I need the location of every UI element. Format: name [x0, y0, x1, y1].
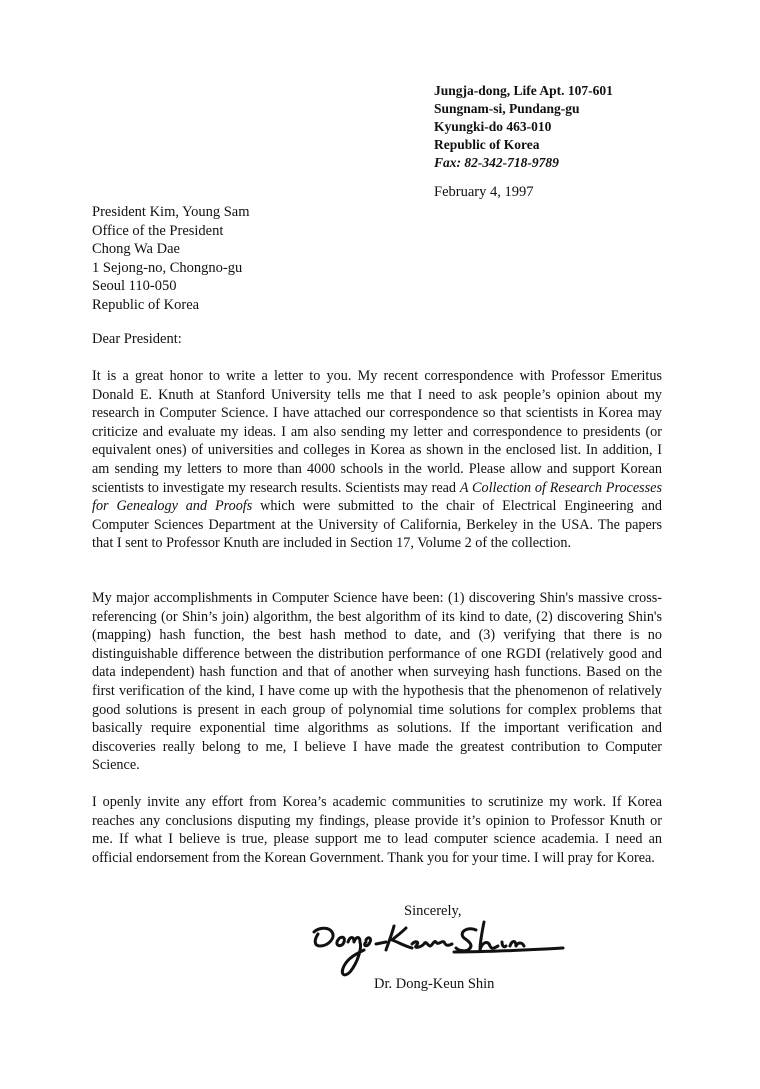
sender-address-line: Sungnam-si, Pundang-gu [434, 101, 580, 116]
recipient-address-line: President Kim, Young Sam [92, 204, 250, 220]
paragraph-text: It is a great honor to write a letter to you. My recent correspondence with Professor Emeritus Donald E. Knuth at Stanford University tells me that I need to ask people’s opinion about my research in Computer Science. I have attached our correspondence so that scientists in Korea may criticize and evaluate my ideas. I am also sending my letter and correspondence to presidents (or equivalent ones) of universities and colleges in Korea as shown in the enclosed list. In addition, I am sending my letters to more than 4000 schools in the world. Please allow and support Korean scientists to investigate my research results. Scientists may read [92, 368, 662, 496]
recipient-address-line: 1 Sejong-no, Chongno-gu [92, 259, 243, 276]
body-paragraph-3: I openly invite any effort from Korea’s academic communities to scrutinize my work. If Korea reaches any conclusions disputing my findings, please provide it’s opinion to Professor Knuth or me. If what I believe is true, please support me to lead computer science academia. I need an official endorsement from the Korean Government. Thank you for your time. I will pray for Korea. [92, 794, 662, 866]
sender-address [434, 82, 613, 172]
recipient-address-line: Office of the President [92, 222, 224, 239]
recipient-address-line: Republic of Korea [92, 296, 200, 313]
sender-fax: Fax: 82-342-718-9789 [434, 155, 559, 170]
closing: Sincerely, [404, 903, 462, 919]
sender-address-line: Republic of Korea [434, 137, 540, 152]
book-title: A Collection of Research Processes for Genealogy and Proofs [92, 479, 662, 515]
sender-address-line: Jungja-dong, Life Apt. 107-601 [434, 83, 613, 98]
recipient-address-line: Chong Wa Dae [92, 241, 180, 258]
body-paragraph-1 [92, 367, 662, 553]
handwritten-signature [308, 912, 570, 982]
signer-name: Dr. Dong-Keun Shin [374, 976, 495, 992]
recipient-address-line: Seoul 110-050 [92, 278, 177, 295]
body-paragraph-2: My major accomplishments in Computer Science have been: (1) discovering Shin's massive cross-referencing (or Shin’s join) algorithm, the best algorithm of its kind to date, (2) discovering Shin's (mapping) hash function, the best hash method to date, and (3) verifying that there is no distinguishable difference between the distribution performance of one RGDI (relatively good and data independent) hash function and that of another when surveying hash functions. Based on the first verification of the kind, I have come up with the hypothesis that the phenomenon of relatively good solutions is present in each group of polynomial time solutions for complex problems that basically require exponential time algorithms as solutions. If the important verification and discoveries really belong to me, I believe I have made the greatest contribution to Computer Science. [92, 590, 662, 774]
letter-date: February 4, 1997 [434, 184, 534, 200]
sender-address-line: Kyungki-do 463-010 [434, 119, 552, 134]
recipient-address [92, 203, 250, 315]
salutation: Dear President: [92, 331, 182, 347]
paragraph-text: which were submitted to the chair of Electrical Engineering and Computer Sciences Department at the University of California, Berkeley in the USA. The papers that I sent to Professor Knuth are included in Section 17, Volume 2 of the collection. [92, 498, 663, 552]
